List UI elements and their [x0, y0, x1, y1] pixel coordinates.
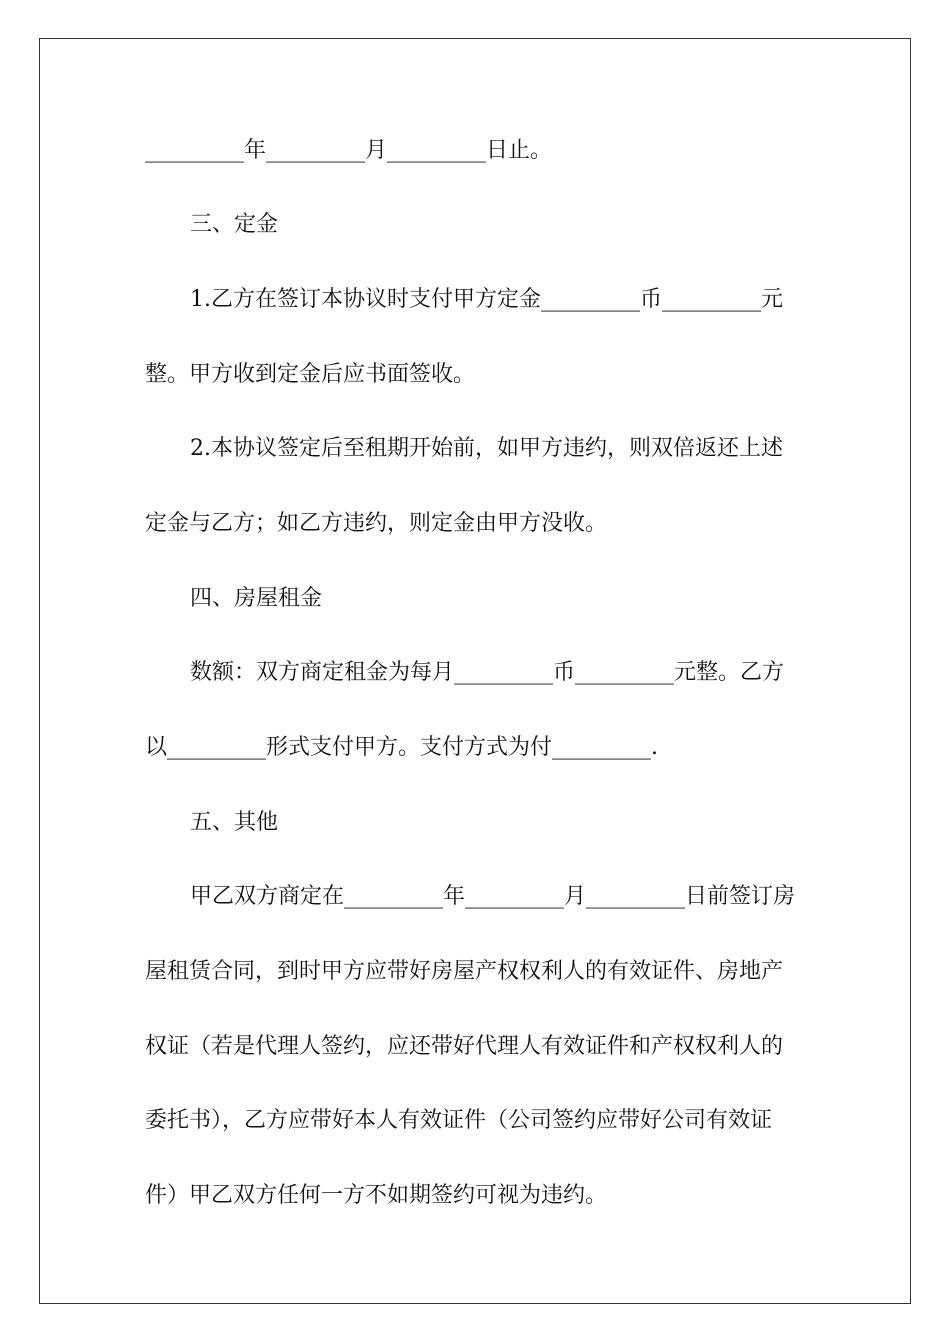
text-line-deposit-2a: 2.本协议签定后至租期开始前，如甲方违约，则双倍返还上述 — [190, 436, 783, 461]
heading-deposit: 三、定金 — [190, 212, 279, 237]
text-line-deposit-1a: 1.乙方在签订本协议时支付甲方定金_________币_________元 — [190, 287, 783, 312]
text-line-other-c: 权证（若是代理人签约，应还带好代理人有效证件和产权权利人的 — [145, 1034, 784, 1059]
text-line-deposit-2b: 定金与乙方；如乙方违约，则定金由甲方没收。 — [145, 511, 608, 536]
heading-other: 五、其他 — [190, 810, 279, 835]
text-line-deposit-1b: 整。甲方收到定金后应书面签收。 — [145, 362, 476, 387]
heading-rent: 四、房屋租金 — [190, 586, 323, 611]
text-line-other-b: 屋租赁合同，到时甲方应带好房屋产权权利人的有效证件、房地产 — [145, 959, 784, 984]
text-line-other-e: 件）甲乙双方任何一方不如期签约可视为违约。 — [145, 1183, 608, 1208]
text-line-other-a: 甲乙双方商定在_________年_________月_________日前签订房 — [190, 884, 796, 909]
text-line-date-end: _________年_________月_________日止。 — [145, 138, 553, 163]
text-line-rent-b: 以_________形式支付甲方。支付方式为付_________. — [145, 735, 658, 760]
text-line-other-d: 委托书），乙方应带好本人有效证件（公司签约应带好公司有效证 — [145, 1108, 773, 1133]
text-line-rent-a: 数额：双方商定租金为每月_________币_________元整。乙方 — [190, 660, 785, 685]
